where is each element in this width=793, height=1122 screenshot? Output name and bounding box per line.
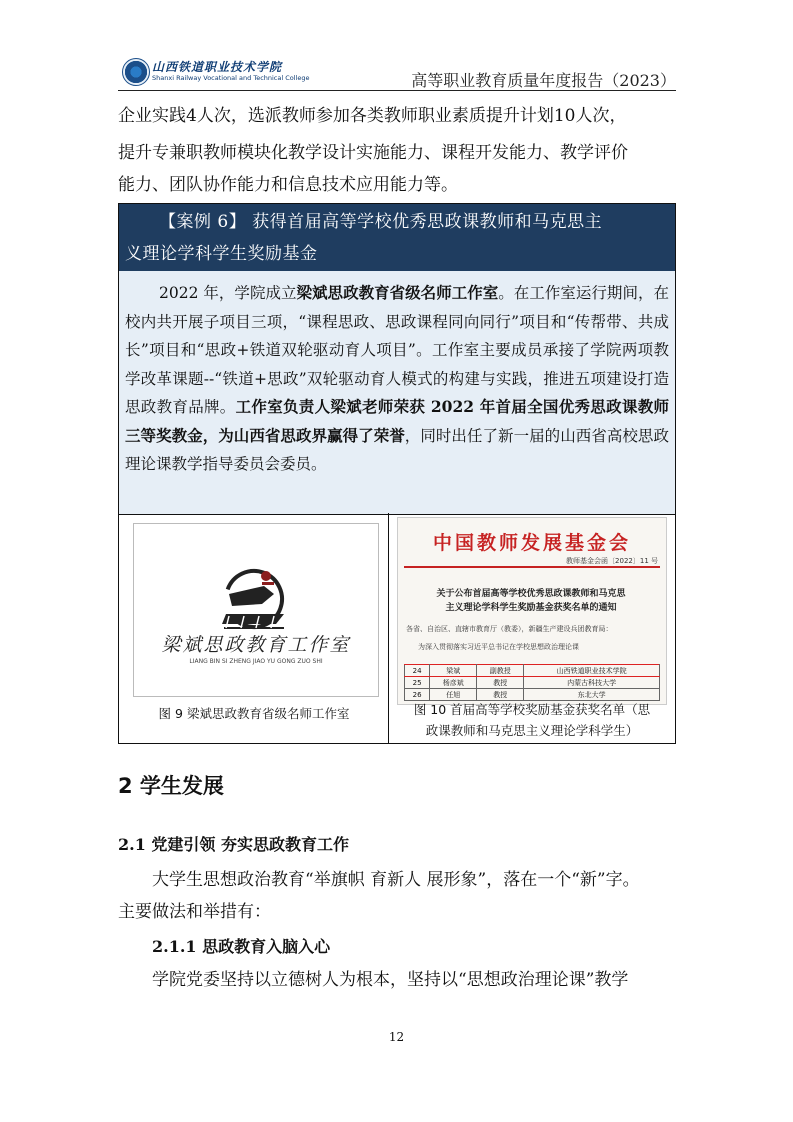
subsection-heading: 2.1 党建引领 夯实思政教育工作: [118, 835, 349, 854]
report-title: 高等职业教育质量年度报告（2023）: [411, 71, 676, 90]
case-text-a: 2022 年，学院成立: [159, 284, 297, 302]
case-text-studio: 梁斌思政教育省级名师工作室: [296, 283, 499, 302]
figure-9-caption: 图 9 梁斌思政教育省级名师工作室: [158, 706, 350, 721]
notice-title-1: 关于公布首届高等学校优秀思政课教师和马克思: [436, 589, 626, 599]
award-notice-image: [397, 517, 667, 705]
page-number: 12: [388, 1030, 405, 1044]
notice-title-2: 主义理论学科学生奖励基金获奖名单的通知: [445, 603, 617, 613]
figure-10-caption-line-2: 政课教师和马克思主义理论学科学生）: [425, 723, 639, 738]
foundation-title: 中国教师发展基金会: [432, 532, 631, 554]
case-title-line-1: 【案例 6】 获得首届高等学校优秀思政课教师和马克思主: [159, 212, 603, 232]
table-row: [405, 677, 660, 689]
section-paragraph-2-line-1: 学院党委坚持以立德树人为根本，坚持以“思想政治理论课”教学: [152, 970, 629, 990]
table-cell: 副教授: [477, 665, 524, 677]
case-text-e: ，同时出任了新一届的山西省高校思政理论课教学指导委员会委员。: [125, 426, 669, 473]
subsubsection-heading: 2.1.1 思政教育入脑入心: [152, 937, 331, 956]
table-cell: 东北大学: [524, 689, 660, 701]
intro-line-1: 企业实践4人次，选派教师参加各类教师职业素质提升计划10人次，: [118, 106, 627, 126]
table-cell: 内蒙古科技大学: [524, 677, 660, 689]
table-cell: 杨彦斌: [430, 677, 477, 689]
table-cell: 教授: [477, 677, 524, 689]
table-cell: 梁斌: [430, 665, 477, 677]
page-header: [118, 54, 676, 91]
figure-table: [118, 513, 676, 744]
college-name-cn: 山西铁道职业技术学院: [152, 60, 283, 74]
studio-logo-text: 梁斌思政教育工作室: [161, 634, 351, 656]
figure-10: [389, 513, 675, 743]
table-row: [405, 665, 660, 677]
notice-body: 为深入贯彻落实习近平总书记在学校思想政治理论课: [418, 643, 579, 651]
figure-9: [119, 513, 389, 743]
table-cell: 教授: [477, 689, 524, 701]
college-name-en: Shanxi Railway Vocational and Technical College: [152, 74, 310, 82]
studio-logo-pinyin: LIANG BIN SI ZHENG JIAO YU GONG ZUO SHI: [189, 658, 323, 665]
studio-logo-icon: [134, 524, 378, 696]
figure-10-caption-line-1: 图 10 首届高等学校奖励基金获奖名单（思: [413, 702, 651, 717]
case-box: [118, 203, 676, 515]
intro-line-2: 提升专兼职教师模块化教学设计实施能力、课程开发能力、教学评价: [118, 143, 628, 163]
intro-line-3: 能力、团队协作能力和信息技术应用能力等。: [118, 175, 458, 195]
case-title-line-2: 义理论学科学生奖励基金: [125, 244, 318, 264]
notice-salutation: 各省、自治区、直辖市教育厅（教委），新疆生产建设兵团教育局：: [406, 625, 613, 633]
red-rule: [404, 566, 660, 568]
table-cell: 25: [405, 677, 430, 689]
winners-table: [404, 664, 660, 701]
case-text-c: 。在工作室运行期间，在校内共开展子项目三项，“课程思政、思政课程同向同行”项目和“传帮带、共成长”项目和“思政+铁道双轮驱动育人项目”。工作室主要成员承接了学院两项教学改革课题--“铁道+思政”双轮驱动育人模式的构建与实践，推进五项建设打造思政教育品牌。: [125, 284, 669, 416]
table-cell: 任旭: [430, 689, 477, 701]
table-cell: 山西铁道职业技术学院: [524, 665, 660, 677]
case-body: [125, 279, 669, 479]
case-header: [119, 204, 675, 271]
section-paragraph-line-1: 大学生思想政治教育“举旗帜 育新人 展形象”，落在一个“新”字。: [152, 870, 640, 890]
section-paragraph-line-2: 主要做法和举措有：: [118, 902, 271, 922]
college-logo-icon: [122, 58, 150, 86]
document-number: 教师基金会函〔2022〕11 号: [566, 557, 658, 565]
case-text-award: 工作室负责人梁斌老师荣获 2022 年首届全国优秀思政课教师三等奖教金，为山西省思政界赢得了荣誉: [125, 397, 669, 445]
table-cell: 26: [405, 689, 430, 701]
section-heading: 2 学生发展: [118, 774, 224, 798]
table-cell: 24: [405, 665, 430, 677]
studio-logo-image: [133, 523, 379, 697]
